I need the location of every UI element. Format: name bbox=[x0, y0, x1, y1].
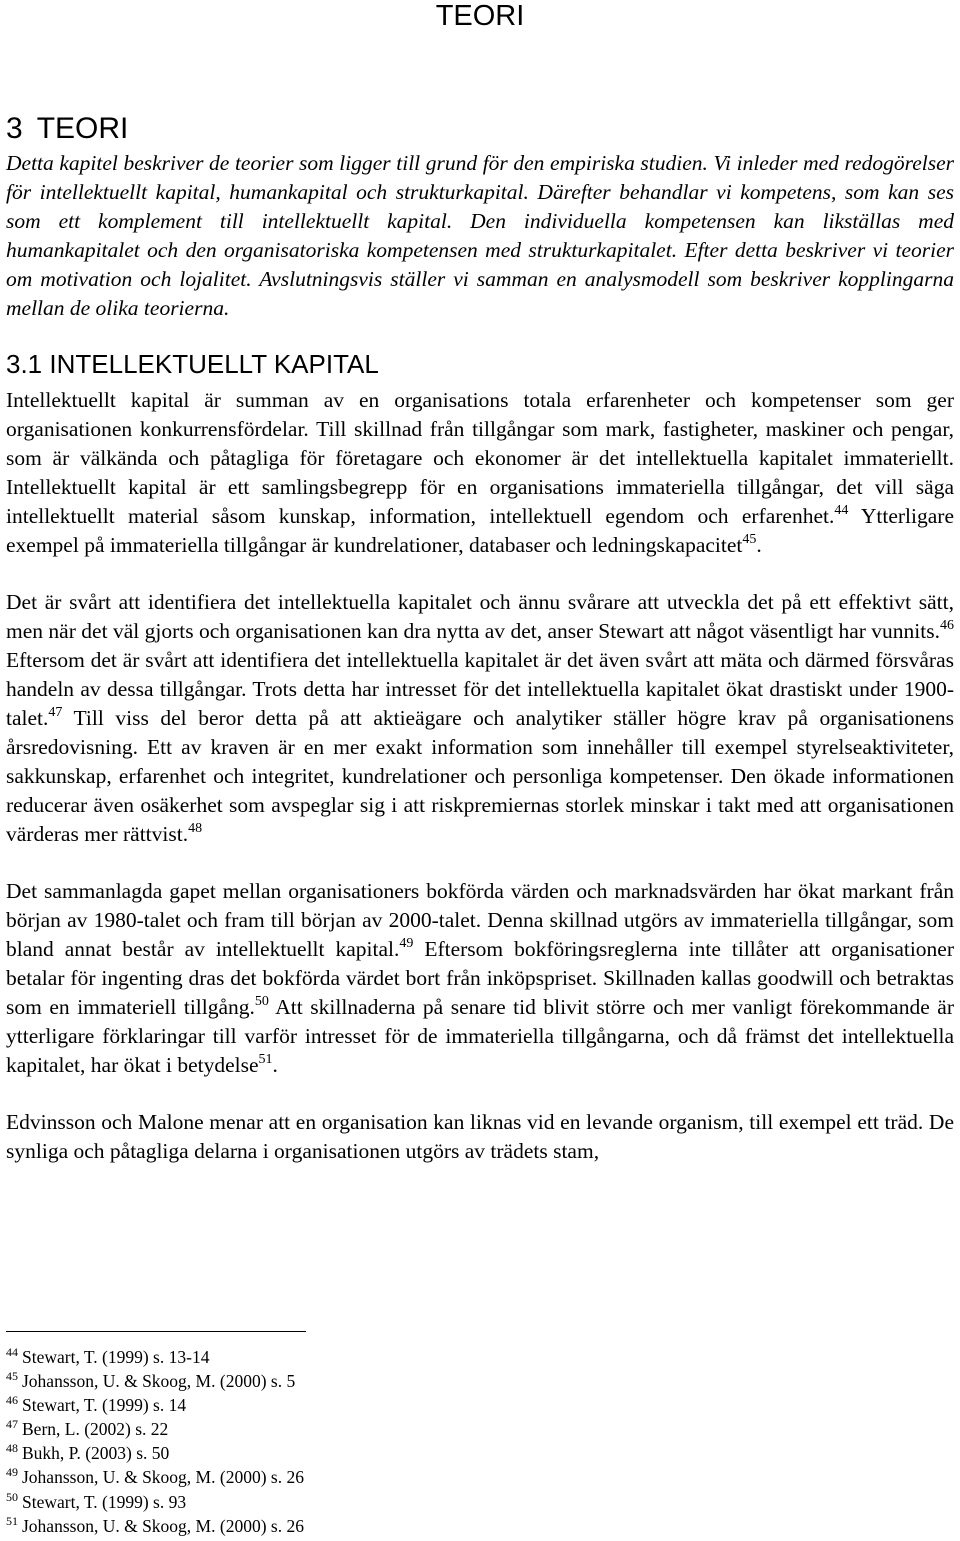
footnote-number: 44 bbox=[6, 1345, 18, 1359]
footnote bbox=[6, 1514, 606, 1538]
chapter-intro: Detta kapitel beskriver de teorier som ligger till grund för den empiriska studien. Vi inleder med redogörelser för intellektuellt kapital, humankapital och strukturkapital. Därefter behandlar vi kompetens, som kan ses som ett komplement till intellektuellt kapital. Den individuella kompetensen kan likställas med humankapitalet och den organisatoriska kompetensen med strukturkapitalet. Efter detta beskriver vi teorier om motivation och lojalitet. Avslutningsvis ställer vi samman en analysmodell som beskriver kopplingarna mellan de olika teorierna. bbox=[6, 151, 954, 320]
paragraph-3 bbox=[6, 877, 954, 1080]
chapter-number: 3 bbox=[6, 112, 23, 145]
footnote-text: Johansson, U. & Skoog, M. (2000) s. 5 bbox=[22, 1371, 296, 1392]
footnote-number: 51 bbox=[6, 1513, 18, 1528]
paragraph-text: Till viss del beror detta på att aktieägare och analytiker ställer högre krav på organisationens årsredovisning. Ett av kraven är en mer exakt information som innehåller till exempel styrelseaktiviteter, sakkunskap, erfarenhet och integritet, kundrelationer och personliga kompetenser. Den ökade informationen reducerar även osäkerhet som avspeglar sig i att riskpremiernas storlek minskar i takt med att organisationen värderas mer rättvist. bbox=[6, 706, 954, 846]
chapter-title: TEORI bbox=[36, 112, 129, 145]
footnote-number: 45 bbox=[6, 1369, 18, 1384]
footnote bbox=[6, 1441, 606, 1465]
footnote-ref-45[interactable]: 45 bbox=[742, 532, 757, 547]
footnote-separator bbox=[6, 1331, 306, 1332]
page-body bbox=[6, 111, 954, 1194]
footnote-ref-48[interactable]: 48 bbox=[188, 821, 203, 836]
footnote-number: 48 bbox=[6, 1441, 18, 1456]
footnote-ref-49[interactable]: 49 bbox=[399, 936, 414, 951]
section-number: 3.1 bbox=[6, 349, 43, 379]
footnote-number: 46 bbox=[6, 1393, 18, 1408]
footnote bbox=[6, 1345, 606, 1369]
section-heading bbox=[6, 349, 954, 379]
paragraph-text: Intellektuellt kapital är summan av en organisations totala erfarenheter och kompetenser som ger organisationen konkurrensfördelar. Till skillnad från tillgångar som mark, fastigheter, maskiner och pengar, som är välkända och påtagliga för företagare och ekonomer är det intellektuella kapitalet immateriellt. Intellektuellt kapital är ett samlingsbegrepp för en organisations immateriella tillgångar, det vill säga intellektuellt material såsom kunskap, information, intellektuell egendom och erfarenhet. bbox=[6, 388, 954, 528]
footnote-text: Johansson, U. & Skoog, M. (2000) s. 26 bbox=[22, 1515, 304, 1536]
paragraph-text: Eftersom det är svårt att identifiera det intellektuella kapitalet är det även svårt att mäta och därmed försvåras handeln av dessa tillgångar. Trots detta har intresset för det intellektuella kapitalet ökat drastiskt under 1900-talet. bbox=[6, 648, 954, 730]
footnote-number: 47 bbox=[6, 1417, 18, 1432]
footnote-text: Stewart, T. (1999) s. 14 bbox=[22, 1395, 187, 1416]
footnote-text: Stewart, T. (1999) s. 13-14 bbox=[22, 1347, 210, 1367]
footnote bbox=[6, 1490, 606, 1514]
footnote-ref-47[interactable]: 47 bbox=[48, 705, 63, 720]
paragraph-text: Att skillnaderna på senare tid blivit större och mer vanligt förekommande är ytterligare förklaringar till varför intresset för de immateriella tillgångarna, och då främst det intellektuella kapitalet, har ökat i betydelse bbox=[6, 995, 955, 1077]
running-header: TEORI bbox=[435, 0, 525, 32]
paragraph-1 bbox=[6, 386, 954, 560]
footnote-ref-50[interactable]: 50 bbox=[254, 994, 269, 1009]
footnote bbox=[6, 1465, 606, 1489]
paragraph-text: Edvinsson och Malone menar att en organisation kan liknas vid en levande organism, till exempel ett träd. De synliga och påtagliga delarna i organisationen utgörs av trädets stam, bbox=[6, 1110, 954, 1163]
footnote-text: Bern, L. (2002) s. 22 bbox=[22, 1419, 169, 1440]
paragraph-text: . bbox=[756, 533, 762, 557]
paragraph-4 bbox=[6, 1108, 954, 1166]
paragraph-text: Det är svårt att identifiera det intellektuella kapitalet och ännu svårare att utveckla det på ett effektivt sätt, men när det väl gjorts och organisationen kan dra nytta av det, anser Stewart att något väsentligt har vunnits. bbox=[6, 590, 954, 643]
footnote-ref-44[interactable]: 44 bbox=[834, 503, 849, 518]
paragraph-2 bbox=[6, 588, 954, 849]
footnote-number: 49 bbox=[6, 1465, 18, 1480]
paragraph-text: Ytterligare exempel på immateriella tillgångar är kundrelationer, databaser och ledningskapacitet bbox=[6, 504, 954, 557]
footnote-text: Stewart, T. (1999) s. 93 bbox=[22, 1491, 187, 1512]
footnote-number: 50 bbox=[6, 1489, 18, 1504]
paragraph-text: Det sammanlagda gapet mellan organisationers bokförda värden och marknadsvärden har ökat markant från början av 1980-talet och fram till början av 2000-talet. Denna skillnad utgörs av immateriella tillgångar, som bland annat består av intellektuellt kapital. bbox=[6, 879, 954, 961]
footnote-text: Johansson, U. & Skoog, M. (2000) s. 26 bbox=[22, 1467, 304, 1488]
paragraph-text: Eftersom bokföringsreglerna inte tillåter att organisationer betalar för ingenting dras det bokförda värdet bort från inköpspriset. Skillnaden kallas goodwill och betraktas som en immateriell tillgång. bbox=[6, 937, 955, 1019]
paragraph-text: . bbox=[272, 1053, 278, 1077]
footnotes bbox=[6, 1345, 606, 1538]
footnote bbox=[6, 1417, 606, 1441]
footnote bbox=[6, 1393, 606, 1417]
section-title: INTELLEKTUELLT KAPITAL bbox=[49, 349, 379, 379]
footnote-ref-46[interactable]: 46 bbox=[940, 618, 954, 633]
footnote-ref-51[interactable]: 51 bbox=[258, 1052, 273, 1067]
footnote-text: Bukh, P. (2003) s. 50 bbox=[22, 1443, 170, 1464]
footnote bbox=[6, 1369, 606, 1393]
chapter-heading bbox=[6, 111, 954, 147]
